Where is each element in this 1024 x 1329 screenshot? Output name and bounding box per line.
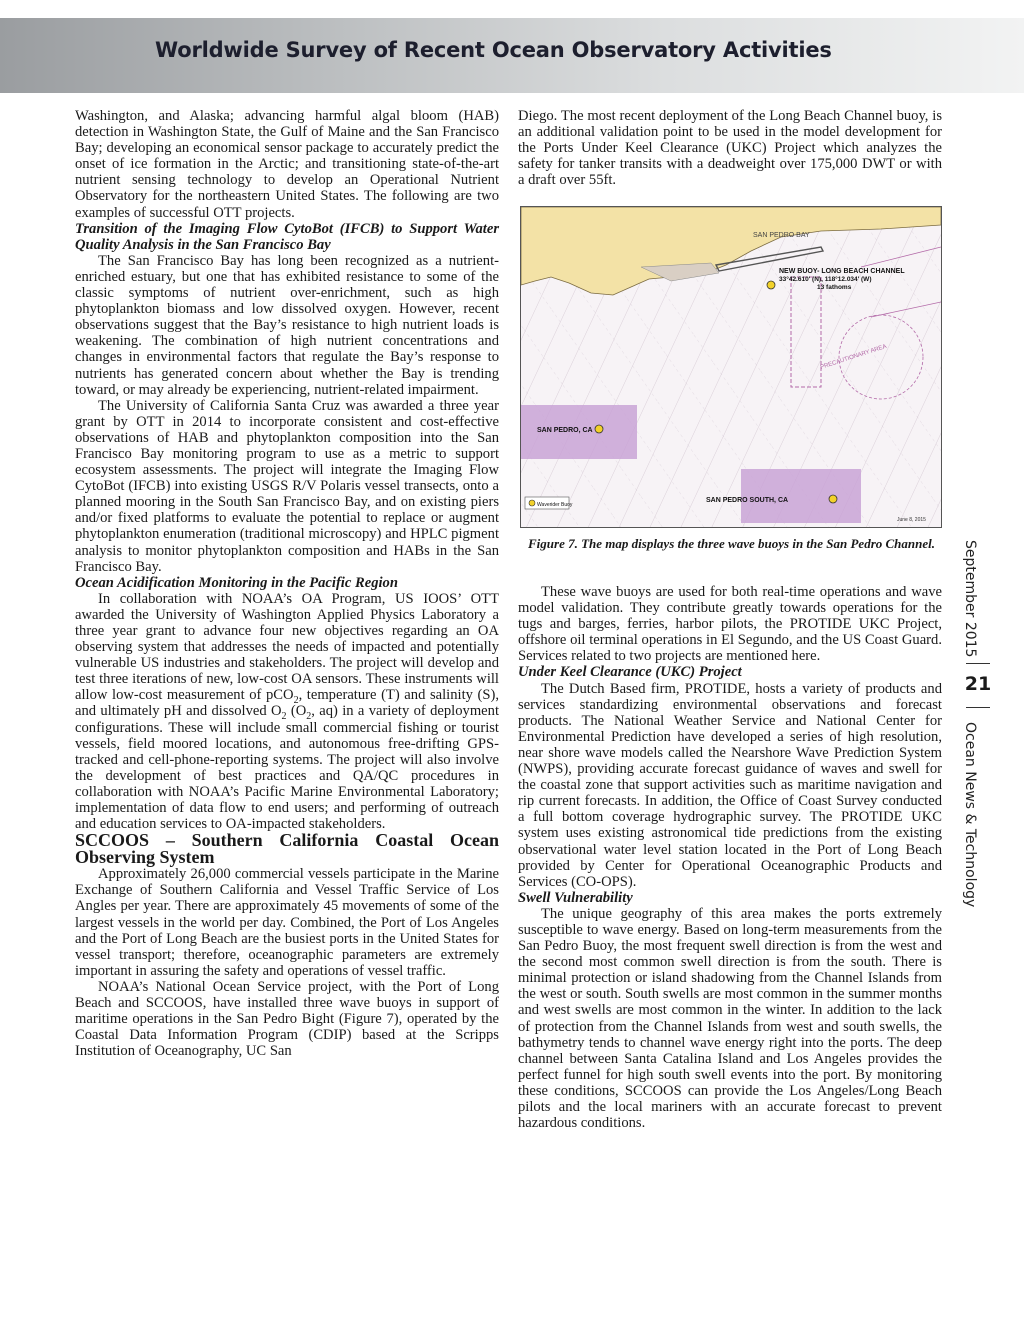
subscript: 2 [293,695,299,707]
paragraph: Approximately 26,000 commercial vessels participate in the Marine Exchange of Southern California and Vessel Traffic Service of Los Angles per year. There are approximately 45 movements of some of the largest vessels in the world per day. Combined, the Port of Los Angeles and the Port of Long Beach are the busiest ports in the United States for vessel transport; therefore, oceanographic parameters are extremely important in assuring the safety and operations of vessel traffic. [75,866,499,979]
text-run: In collaboration with NOAA’s OA Program, US IOOS’ OTT awarded the University of Washington Applied Physics Laboratory a three year grant to advance four new objectives regarding an OA observing system that addresses the needs of impacted and potentially vulnerable US industries and stakeholders. The project will develop and test three iterations of new, low-cost OA sensors. These instruments will allow low-cost measurement of pCO [75,590,499,704]
subheading-ukc: Under Keel Clearance (UKC) Project [518,664,742,681]
subheading-ocean-acidification: Ocean Acidification Monitoring in the Pacific Region [75,574,398,591]
text-run: , aq) in a variety of deployment configurations. These will include small commercial fishing or tourist vessels, field moored locations, and autonomous free-drifting GPS-tracked and cell-phone-reporting systems. The project will also involve the development of best practices and QA/QC procedures in collaboration with NOAA’s Pacific Marine Environmental Laboratory; implementation of data flow to end users; and performing of outreach and education services to OA-impacted stakeholders. [75,703,499,833]
right-column-top [518,108,942,188]
text-run: , temperature (T) and salinity (S), and ultimately pH and dissolved O [75,687,499,720]
running-header-title: Worldwide Survey of Recent Ocean Observatory Activities [155,38,832,62]
wave-buoy-san-pedro [595,425,603,433]
subheading-swell: Swell Vulnerability [518,889,633,906]
paragraph: NOAA’s National Ocean Service project, with the Port of Long Beach and SCCOOS, have installed three wave buoys in support of maritime operations in the San Pedro Bight (Figure 7), operated by the Coastal Data Information Program (CDIP) based at the Scripps Institution of Oceanography, UC San [75,978,499,1060]
restricted-area [741,469,861,523]
san-pedro-south-label: SAN PEDRO SOUTH, CA [706,497,789,504]
wave-buoy-san-pedro-south [829,495,837,503]
buoy-label-line3: 13 fathoms [817,284,852,291]
subscript: 2 [306,711,312,723]
precautionary-label: PRECAUTIONARY AREA [819,343,888,371]
subheading-ifcb: Transition of the Imaging Flow CytoBot (IFCB) to Support Water Quality Analysis in the San Francisco Bay [75,220,499,253]
legend-buoy-icon [529,500,535,506]
section-title-sccoos: SCCOOS – Southern California Coastal Ocean Observing System [75,830,499,868]
paragraph: Washington, and Alaska; advancing harmful algal bloom (HAB) detection in Washington State, the Gulf of Maine and the San Francisco Bay; developing an economical sensor package to accurately predict the onset of ice formation in the Arctic; and transitioning state-of-the-art nutrient sensing technology to develop an Operational Nutrient Observatory for the northeastern United States. The following are two examples of successful OTT projects. [75,108,499,221]
sidebar-divider [966,663,990,664]
sidebar-issue-date: September 2015 [962,540,978,658]
legend-label: Waverider Buoy [537,502,573,508]
paragraph: The Dutch Based firm, PROTIDE, hosts a variety of products and services standardizing environmental observations and forecast products. The National Weather Service and National Center for Environmental Prediction have developed a series of high resolution, near shore wave models called the Nearshore Wave Prediction System (NWPS), providing accurate forecast guidance of waves and swell for the coastal zone that support activities such as maritime navigation and rip current forecasts. In addition, the Office of Coast Survey conducted a full bottom coverage hydrographic survey. The PROTIDE UKC system uses existing astronomical tide predictions from the existing observational water level station located in the Port of Long Beach provided by Center for Operational Oceanographic Products and Services (CO-OPS). [518,680,942,890]
paragraph: The University of California Santa Cruz was awarded a three year grant by OTT in 2014 to incorporate consistent and cost-effective observations of HAB and phytoplankton composition into the San Francisco Bay monitoring program to use as a metric to support ecosystem assessments. The project will integrate the Imaging Flow CytoBot (IFCB) into existing USGS R/V Polaris vessel transects, onto a planned mooring in the South San Francisco Bay, and on existing piers and/or fixed platforms to evaluate the potential to replace or augment phytoplankton enumeration (traditional microscopy) and HPLC pigment analysis to monitor phytoplankton composition and HABs in the San Francisco Bay. [75,397,499,575]
paragraph-oa [75,591,499,832]
sidebar-divider [966,707,990,708]
nautical-chart [521,207,941,527]
buoy-label-line1: NEW BUOY- LONG BEACH CHANNEL [779,268,905,275]
map-date: June 8, 2015 [897,517,926,523]
page-header-band [0,18,1024,93]
paragraph: The San Francisco Bay has long been recognized as a nutrient-enriched estuary, but one that has exhibited resistance to some of the classic symptoms of nutrient over-enrichment, such as high phytoplankton biomass and low dissolved oxygen. However, recent observations suggest that the Bay’s resistance to high nutrient loads is weakening. The combination of high nutrient concentrations and changes in environmental factors that regulate the Bay’s response to nutrients has generated concern about whether the Bay is trending toward, or may already be experiencing, nutrient-related impairment. [75,252,499,398]
wave-buoy-long-beach [767,281,775,289]
subscript: 2 [281,711,287,723]
figure-caption: Figure 7. The map displays the three wave buoys in the San Pedro Channel. [528,536,936,551]
buoy-label-line2: 33°42.610' (N), 118°12.034' (W) [779,276,872,283]
sidebar-publication: Ocean News & Technology [962,722,978,908]
san-pedro-label: SAN PEDRO, CA [537,427,593,434]
bay-label: SAN PEDRO BAY [753,232,810,239]
paragraph: Diego. The most recent deployment of the Long Beach Channel buoy, is an additional validation point to be used in the model development for the Ports Under Keel Clearance (UKC) Project which analyzes the safety for tanker transits with a deadweight over 175,000 DWT or with a draft over 55ft. [518,108,942,189]
figure-map-san-pedro-channel [520,206,942,528]
text-run: (O [286,703,307,720]
page-number: 21 [964,673,992,695]
right-column-bottom [518,584,942,1131]
paragraph: The unique geography of this area makes the ports extremely susceptible to wave energy. Based on long-term measurements from the San Pedro Buoy, the most frequent swell direction is from the west and the second most common swell direction is from the south. There is minimal protection or island shadowing from the Channel Islands from the west or south. South swells are most common in the summer months and west swells are most common in the winter. In addition to the lack of protection from the Channel Islands from west and south swells, the bathymetry tends to channel wave energy right into the ports. The deep channel between Santa Catalina Island and Los Angeles provides the perfect funnel for high south swell events into the port. By monitoring these conditions, SCCOOS can provide the Los Angeles/Long Beach pilots and the local mariners with an accurate forecast to prevent hazardous conditions. [518,905,942,1132]
paragraph: These wave buoys are used for both real-time operations and wave model validation. They contribute greatly towards operations for the tugs and barges, ferries, harbor pilots, the PROTIDE UKC Project, offshore oil terminal operations in El Segundo, and the US Coast Guard. Services related to two projects are mentioned here. [518,584,942,665]
left-column [75,108,499,1059]
